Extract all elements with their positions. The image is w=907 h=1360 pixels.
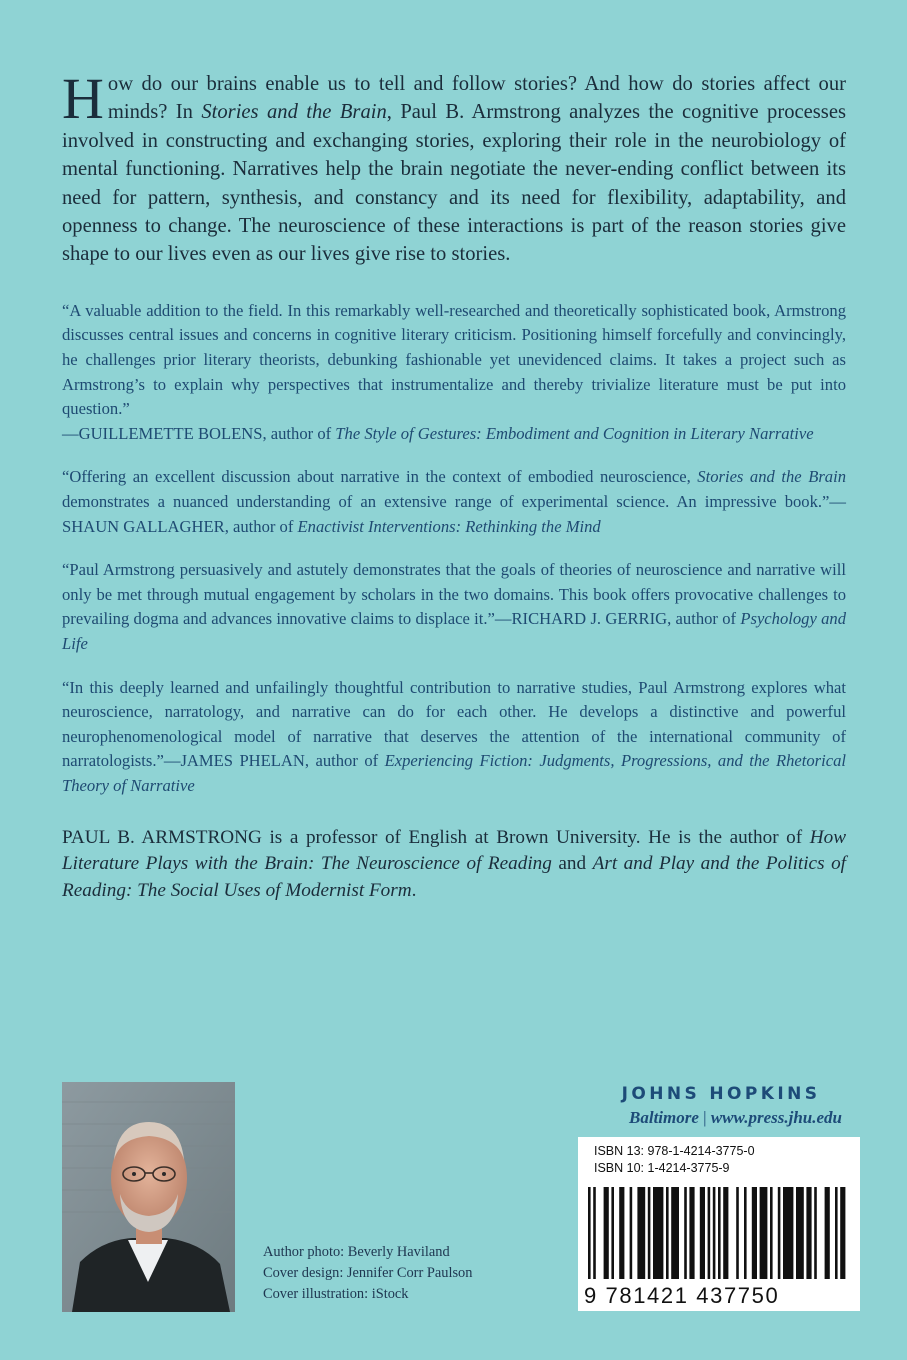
barcode-bar (825, 1187, 830, 1279)
design-credit: Cover design: Jennifer Corr Paulson (263, 1264, 473, 1281)
isbn-lines (594, 1143, 755, 1177)
author-bio (62, 825, 846, 905)
barcode-bar (752, 1187, 757, 1279)
barcode-bar (700, 1187, 705, 1279)
blurb-bolens (62, 299, 846, 447)
blurb-book: The Style of Gestures: Embodiment and Cognition in Literary Narrative (335, 423, 814, 443)
publisher-name: JOHNS HOPKINS (621, 1084, 821, 1104)
barcode-bar (666, 1187, 669, 1279)
barcode-bar (637, 1187, 645, 1279)
intro-paragraph (62, 66, 846, 269)
author-photo (62, 1082, 235, 1312)
barcode-bar (684, 1187, 687, 1279)
barcode-bar (814, 1187, 817, 1279)
publisher-block (578, 1084, 860, 1128)
barcode-bar (689, 1187, 694, 1279)
endorsements (62, 299, 846, 799)
barcode-box (578, 1137, 860, 1311)
isbn-13: ISBN 13: 978-1-4214-3775-0 (594, 1144, 755, 1158)
barcode-bar (736, 1187, 739, 1279)
barcode-bar (744, 1187, 747, 1279)
barcode-bar (796, 1187, 804, 1279)
barcode-bar (653, 1187, 663, 1279)
bio-text-1: is a professor of English at Brown University. He is the author of (261, 826, 810, 848)
author-name: PAUL B. ARMSTRONG (62, 826, 262, 848)
barcode-bar (770, 1187, 773, 1279)
blurb-quote: “In this deeply learned and unfailingly thoughtful contribution to narrative studies, Paul Armstrong explores what neuroscience, narratology, and narrative can do for each other. He develops a distinctive and powerful neurophenomenological model of narrative that deserves the attention of the international community of narratologists.” (62, 677, 846, 771)
blurb-quote: “Paul Armstrong persuasively and astutely demonstrates that the goals of theories of neuroscience and narrative will only be met through mutual engagement by scholars in the two domains. This book offers provocative challenges to prevailing dogma and advances innovative claims to displace it.” (62, 560, 846, 629)
barcode-bar (708, 1187, 711, 1279)
barcode-bar (835, 1187, 838, 1279)
publisher-city: Baltimore (629, 1108, 699, 1127)
publisher-location (578, 1108, 860, 1128)
barcode-bar (588, 1187, 591, 1279)
barcode-bar (718, 1187, 721, 1279)
blurb-gerrig (62, 558, 846, 656)
bio-text-2: and (551, 853, 593, 875)
blurb-attribution: —RICHARD J. GERRIG, author of (494, 609, 741, 629)
intro-text-1: ow do our brains enable us to tell and follow stories? And how do stories affect our minds? In (107, 73, 846, 124)
back-cover-text (62, 66, 847, 904)
bio-book-1: How Literature Plays with the Brain: The Neuroscience of Reading (62, 826, 847, 875)
bio-text-3: . (411, 879, 417, 901)
blurb-phelan (62, 676, 846, 799)
barcode-digits: 9 781421 437750 (584, 1283, 780, 1308)
blurb-book: Psychology and Life (62, 609, 847, 653)
photo-credit: Author photo: Beverly Haviland (263, 1244, 450, 1260)
barcode-bar (723, 1187, 728, 1279)
barcode-bars (588, 1187, 850, 1285)
blurb-quote: “A valuable addition to the field. In this remarkably well-researched and theoretically sophisticated book, Armstrong discusses central issues and concerns in cognitive literary criticism. Positioning himself forcefully and convincingly, he challenges prior literary theorists, debunking fashionable yet unevidenced claims. It takes a project such as Armstrong’s to explain why perspectives that instrumentalize and thereby trivialize literature must be put into question.” (62, 300, 846, 419)
barcode-bar (760, 1187, 768, 1279)
blurb-quote-2: demonstrates a nuanced understanding of an extensive range of experimental science. An impressive book.” (62, 492, 830, 511)
barcode-bar (648, 1187, 651, 1279)
barcode-bar (604, 1187, 609, 1279)
drop-cap: H (62, 66, 104, 131)
blurb-quote-1: “Offering an excellent discussion about narrative in the context of embodied neuroscience, (62, 467, 698, 487)
barcode-bar (671, 1187, 679, 1279)
barcode-bar (806, 1187, 811, 1279)
barcode-bar (778, 1187, 781, 1279)
barcode-bar (713, 1187, 716, 1279)
barcode-bar (840, 1187, 845, 1279)
illustration-credit: Cover illustration: iStock (263, 1285, 409, 1302)
blurb-book: Experiencing Fiction: Judgments, Progressions, and the Rhetorical Theory of Narrative (62, 751, 846, 795)
barcode-bar (630, 1187, 633, 1279)
barcode-bar (783, 1187, 793, 1279)
barcode-bar (619, 1187, 624, 1279)
publisher-url: www.press.jhu.edu (710, 1108, 842, 1127)
blurb-gallagher (62, 465, 846, 539)
cover-credits (263, 1242, 472, 1304)
barcode-bar (611, 1187, 614, 1279)
bio-book-2: Art and Play and the Politics of Reading: The Social Uses of Modernist Form (62, 853, 846, 901)
isbn-10: ISBN 10: 1-4214-3775-9 (594, 1161, 730, 1175)
intro-book-title: Stories and the Brain (201, 101, 387, 124)
blurb-attribution: —JAMES PHELAN, author of (163, 751, 385, 771)
blurb-book: Enactivist Interventions: Rethinking the Mind (297, 516, 601, 536)
blurb-attribution: —SHAUN GALLAGHER, author of (62, 492, 846, 536)
intro-text-2: , Paul B. Armstrong analyzes the cognitive processes involved in constructing and exchanging stories, exploring their role in the neurobiology of mental functioning. Narratives help the brain negotiate the never-ending conflict between its need for pattern, synthesis, and constancy and its need for flexibility, adaptability, and openness to change. The neuroscience of these interactions is part of the reason stories give shape to our lives even as our lives give rise to stories. (62, 101, 846, 266)
barcode-bar (593, 1187, 596, 1279)
blurb-attribution: —GUILLEMETTE BOLENS, author of (62, 423, 336, 443)
blurb-book-title: Stories and the Brain (697, 467, 846, 487)
publisher-separator: | (703, 1108, 707, 1127)
